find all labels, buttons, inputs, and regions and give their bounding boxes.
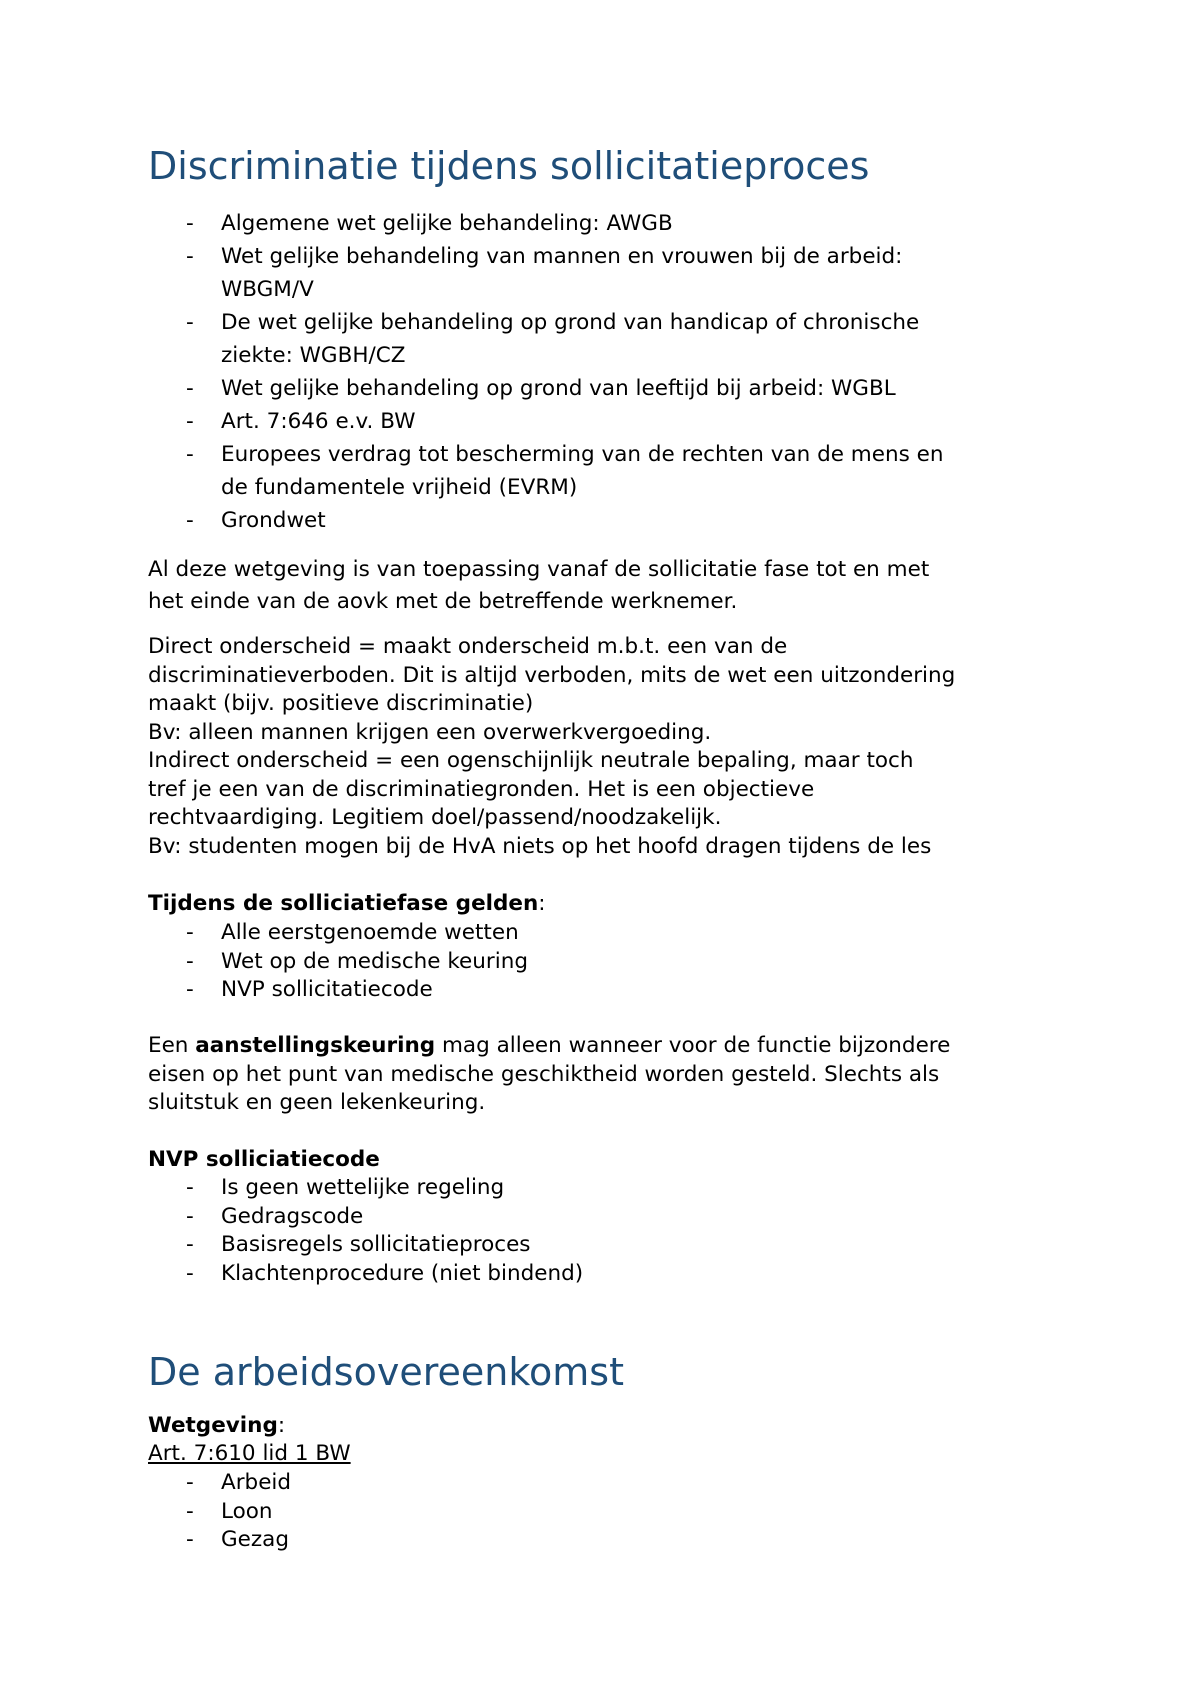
nvp-heading: NVP solliciatiecode: [148, 1147, 380, 1172]
bullet-dash: -: [186, 920, 194, 945]
sollicitatiefase-heading: Tijdens de solliciatiefase gelden:: [148, 891, 546, 916]
list-item: - Wet gelijke behandeling op grond van leeftijd bij arbeid: WGBL: [0, 372, 1200, 405]
arbeidsovereenkomst-list: [0, 1469, 1200, 1555]
list-item: - De wet gelijke behandeling op grond van handicap of chronische: [0, 306, 1200, 339]
list-item: - Wet op de medische keuring: [0, 948, 1200, 977]
bullet-dash: -: [186, 977, 194, 1002]
nvp-list: [0, 1174, 1200, 1288]
wetgeving-heading: Wetgeving:: [148, 1413, 286, 1438]
section-title-discriminatie: Discriminatie tijdens sollicitatieproces: [148, 144, 870, 188]
bullet-dash: -: [186, 244, 194, 269]
bullet-dash: -: [186, 442, 194, 467]
list-item-continuation: WBGM/V: [221, 277, 314, 302]
paragraph-applicability: Al deze wetgeving is van toepassing vanaf de sollicitatie fase tot en met het einde van de aovk met de betreffende werknemer.: [148, 557, 930, 614]
bullet-dash: -: [186, 211, 194, 236]
bullet-dash: -: [186, 1527, 194, 1552]
bullet-dash: -: [186, 948, 194, 974]
list-item: - Europees verdrag tot bescherming van de rechten van de mens en: [0, 438, 1200, 471]
list-item: - Art. 7:646 e.v. BW: [0, 405, 1200, 438]
list-item: - Gedragscode: [0, 1203, 1200, 1232]
sollicitatie-list: [0, 919, 1200, 1005]
list-item-continuation: ziekte: WGBH/CZ: [221, 343, 406, 368]
bullet-dash: -: [186, 1232, 194, 1257]
bullet-dash: -: [186, 1498, 194, 1524]
list-item: - Klachtenprocedure (niet bindend): [0, 1260, 1200, 1289]
section-title-arbeidsovereenkomst: De arbeidsovereenkomst: [148, 1350, 624, 1394]
paragraph-aanstellingskeuring: Een aanstellingskeuring mag alleen wanneer voor de functie bijzondere eisen op het punt van medische geschiktheid worden gesteld. Slechts als sluitstuk en geen lekenkeuring.: [148, 1033, 951, 1115]
bullet-dash: -: [186, 1175, 194, 1200]
list-item: - Gezag: [0, 1526, 1200, 1555]
list-item-continuation: de fundamentele vrijheid (EVRM): [221, 475, 578, 500]
bullet-dash: -: [186, 1260, 194, 1286]
list-item: - Arbeid: [0, 1469, 1200, 1498]
bullet-dash: -: [186, 1203, 194, 1229]
bullet-dash: -: [186, 310, 194, 335]
laws-list: [0, 207, 1200, 537]
list-item: - NVP sollicitatiecode: [0, 976, 1200, 1005]
bullet-dash: -: [186, 508, 194, 533]
list-item: - Loon: [0, 1498, 1200, 1527]
bullet-dash: -: [186, 376, 194, 401]
paragraph-onderscheid: Direct onderscheid = maakt onderscheid m.b.t. een van de discriminatieverboden. Dit is altijd verboden, mits de wet een uitzondering maakt (bijv. positieve discriminatie) Bv: alleen mannen krijgen een overwerkvergoeding. Indirect onderscheid = een ogenschijnlijk neutrale bepaling, maar toch tref je een van de discriminatiegronden. Het is een objectieve rechtvaardiging. Legitiem doel/passend/noodzakelijk. Bv: studenten mogen bij de HvA niets op het hoofd dragen tijdens de les: [148, 634, 956, 859]
list-item: - Wet gelijke behandeling van mannen en vrouwen bij de arbeid:: [0, 240, 1200, 273]
bullet-dash: -: [186, 1470, 194, 1495]
article-reference: Art. 7:610 lid 1 BW: [148, 1441, 351, 1466]
bullet-dash: -: [186, 409, 194, 434]
list-item: - Grondwet: [0, 504, 1200, 537]
list-item: - Alle eerstgenoemde wetten: [0, 919, 1200, 948]
list-item: - Is geen wettelijke regeling: [0, 1174, 1200, 1203]
list-item: - Basisregels sollicitatieproces: [0, 1231, 1200, 1260]
list-item: - Algemene wet gelijke behandeling: AWGB: [0, 207, 1200, 240]
